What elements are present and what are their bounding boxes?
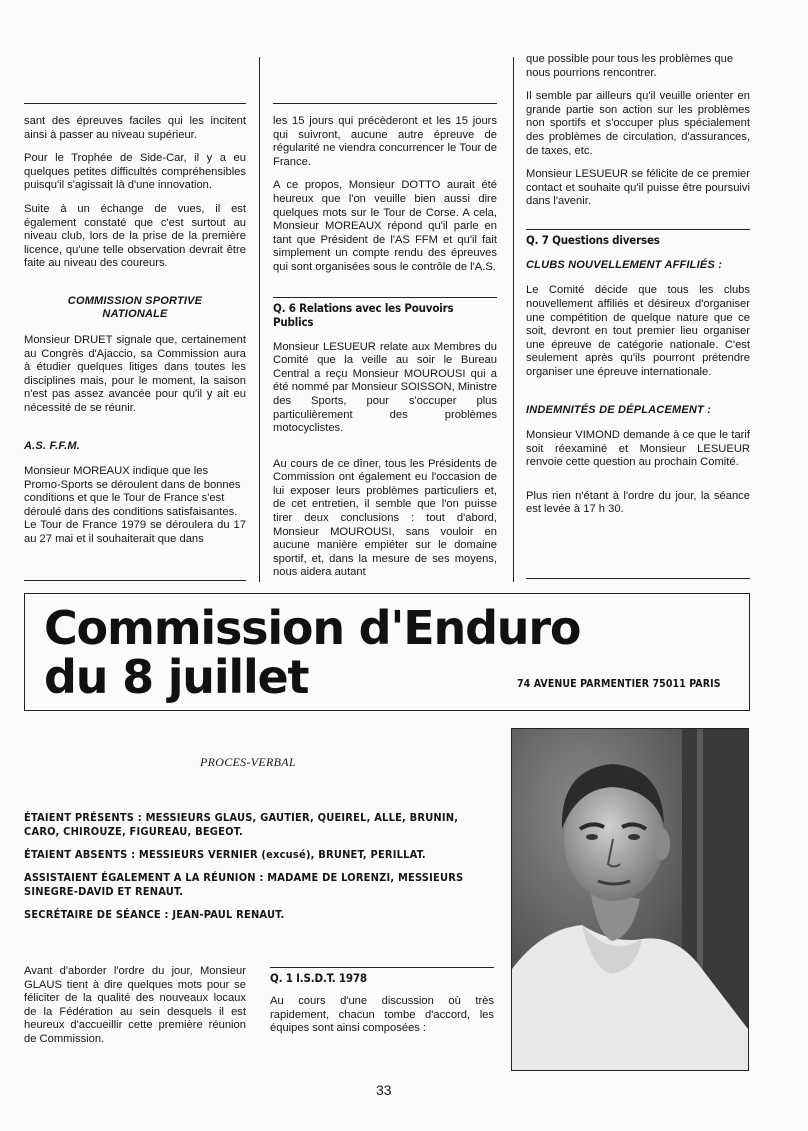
paragraph: Au cours de ce dîner, tous les Présidents de Commission ont également eu l'occasion de lui exposer leurs problèmes particuliers et, de cet entretien, il semble que l'on puisse tirer deux conclusions : tout d'abord, Monsieur MOUROUSI, sans vouloir en aucune manière empiéter sur le domaine sportif, et, dans la mesure de ses moyens, nous aidera autant <box>273 457 497 579</box>
column-1 <box>24 115 246 547</box>
paragraph: Pour le Trophée de Side-Car, il y a eu quelques petites difficultés compréhensibles puisqu'il s'agissait là d'une innovation. <box>24 152 246 192</box>
intro-column <box>24 965 246 1047</box>
page-title-date: du 8 juillet <box>44 650 309 704</box>
section-heading-line: COMMISSION SPORTIVE <box>67 294 203 307</box>
paragraph: Au cours d'une discussion où très rapidement, chacun tombe d'accord, les équipes sont ainsi composées : <box>270 995 494 1035</box>
attendance-block <box>24 811 492 931</box>
column2-top-rule <box>273 103 497 104</box>
section-heading: A.S. F.F.M. <box>24 439 80 452</box>
attendees-also: ASSISTAIENT ÉGALEMENT A LA RÉUNION : MADAME DE LORENZI, MESSIEURS SINEGRE-DAVID ET RENAUT. <box>24 871 464 898</box>
column-2 <box>273 115 497 580</box>
column-divider-2 <box>513 57 514 582</box>
paragraph: sant des épreuves faciles qui les incitent ainsi à passer au niveau supérieur. <box>24 115 246 141</box>
portrait-photo <box>511 728 749 1071</box>
portrait-illustration <box>512 729 748 1070</box>
section-heading: INDEMNITÉS DE DÉPLACEMENT : <box>526 403 712 416</box>
question-heading: Q. 7 Questions diverses <box>526 229 750 247</box>
paragraph: Monsieur VIMOND demande à ce que le tarif soit réexaminé et Monsieur LESUEUR renvoie cette question au prochain Comité. <box>526 429 750 469</box>
meeting-secretary: SECRÉTAIRE DE SÉANCE : JEAN-PAUL RENAUT. <box>24 908 285 921</box>
section-heading: CLUBS NOUVELLEMENT AFFILIÉS : <box>526 258 723 271</box>
attendees-present: ÉTAIENT PRÉSENTS : MESSIEURS GLAUS, GAUTIER, QUEIREL, ALLE, BRUNIN, CARO, CHIROUZE, FIGUREAU, BEGEOT. <box>24 811 459 838</box>
minutes-label: PROCES-VERBAL <box>200 755 296 769</box>
section-heading-line: NATIONALE <box>102 308 168 321</box>
column-3 <box>526 53 750 517</box>
paragraph: les 15 jours qui précèderont et les 15 jours qui suivront, aucune autre épreuve de régularité ne viendra concurrencer le Tour de France. <box>273 115 497 168</box>
paragraph: Le Comité décide que tous les clubs nouvellement affiliés et désireux d'organiser une compétition de quelque nature que ce soit, devront en tout premier lieu organiser une épreuve de catégorie nationale. C'est seulement après qu'ils pourront prétendre organiser une épreuve internationale. <box>526 284 750 378</box>
question-heading: Q. 6 Relations avec les Pouvoirs Publics <box>273 297 497 329</box>
paragraph: Plus rien n'étant à l'ordre du jour, la séance est levée à 17 h 30. <box>526 489 750 516</box>
paragraph: Le Tour de France 1979 se déroulera du 17 au 27 mai et il souhaiterait que dans <box>24 519 246 545</box>
paragraph: A ce propos, Monsieur DOTTO aurait été heureux que l'on veuille bien aussi dire quelques mots sur le Tour de Corse. A cela, Monsieur MOREAUX répond qu'il parle en tant que Président de l'AS FFM et qu'il fait simplement un compte rendu des épreuves qui sont organisées sous le contrôle de l'A.S. <box>273 179 497 273</box>
address: 74 AVENUE PARMENTIER 75011 PARIS <box>517 678 721 690</box>
paragraph: Monsieur MOREAUX indique que les Promo-Sports se déroulent dans de bonnes conditions et que le Tour de France s'est déroulé dans des conditions satisfaisantes. <box>24 465 241 518</box>
page-number: 33 <box>376 1082 392 1098</box>
paragraph: Il semble par ailleurs qu'il veuille orienter en grande partie son action sur les problèmes non sportifs et s'occuper plus spécialement des problèmes de circulation, d'assurances, de taxes, etc. <box>526 90 750 157</box>
column1-bottom-rule <box>24 580 246 581</box>
attendees-absent: ÉTAIENT ABSENTS : MESSIEURS VERNIER (excusé), BRUNET, PERILLAT. <box>24 848 426 861</box>
column-divider-1 <box>259 57 260 582</box>
paragraph: que possible pour tous les problèmes que nous pourrions rencontrer. <box>526 53 734 79</box>
section-heading <box>24 295 246 322</box>
column1-top-rule <box>24 103 246 104</box>
question-heading: Q. 1 I.S.D.T. 1978 <box>270 967 494 985</box>
paragraph: Monsieur LESUEUR se félicite de ce premier contact et souhaite qu'il puisse être poursuivi dans l'avenir. <box>526 168 750 208</box>
column3-bottom-rule <box>526 578 750 579</box>
paragraph: Suite à un échange de vues, il est également constaté que c'est surtout au niveau club, lors de la prise de la première licence, qu'une telle observation devrait être faite au niveau des coureurs. <box>24 202 246 270</box>
page-title: Commission d'Enduro <box>44 601 581 655</box>
q1-column <box>270 967 494 1036</box>
paragraph: Avant d'aborder l'ordre du jour, Monsieur GLAUS tient à dire quelques mots pour se féliciter de la qualité des nouveaux locaux de la Fédération au sein desquels il est heureux d'accueillir cette première réunion de Commission. <box>24 965 246 1045</box>
paragraph: Monsieur LESUEUR relate aux Membres du Comité que la veille au soir le Bureau Central a reçu Monsieur MOUROUSI qui a été nommé par Monsieur SOISSON, Ministre des Sports, pour s'occuper plus particulièrement des problèmes motocyclistes. <box>273 340 497 435</box>
paragraph: Monsieur DRUET signale que, certainement au Congrès d'Ajaccio, sa Commission aura à étudier quelques litiges dans toutes les disciplines mais, pour le moment, la saison n'est pas assez avancée pour qu'il y ait eu nécessité de se réunir. <box>24 333 246 414</box>
